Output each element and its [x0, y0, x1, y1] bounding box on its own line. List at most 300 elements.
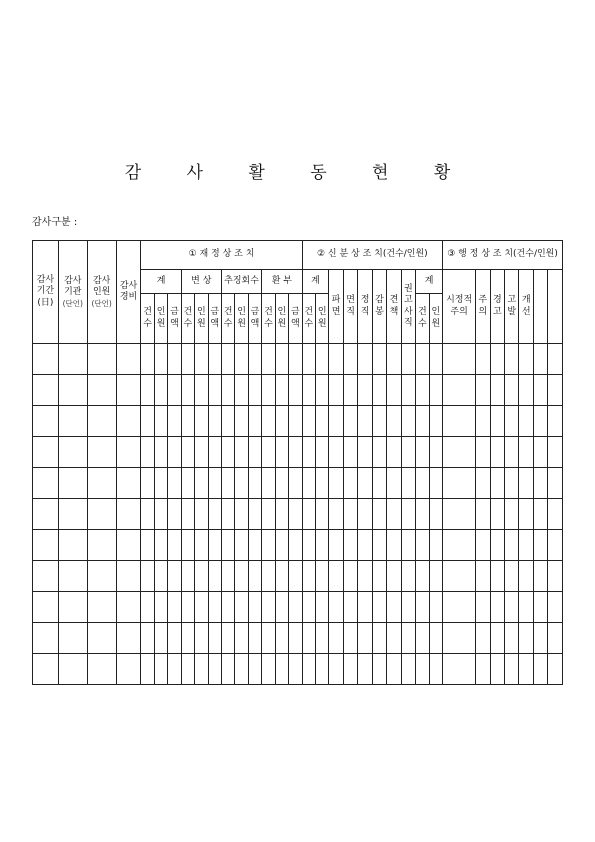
table-cell[interactable]: [168, 623, 181, 654]
table-cell[interactable]: [358, 437, 372, 468]
table-cell[interactable]: [416, 437, 429, 468]
table-cell[interactable]: [58, 344, 87, 375]
table-cell[interactable]: [262, 406, 275, 437]
table-cell[interactable]: [429, 344, 443, 375]
table-cell[interactable]: [141, 437, 154, 468]
table-cell[interactable]: [302, 499, 315, 530]
table-cell[interactable]: [329, 468, 343, 499]
table-cell[interactable]: [548, 437, 563, 468]
table-cell[interactable]: [221, 437, 234, 468]
table-cell[interactable]: [195, 592, 208, 623]
table-cell[interactable]: [519, 468, 533, 499]
table-cell[interactable]: [548, 623, 563, 654]
table-cell[interactable]: [490, 375, 504, 406]
table-cell[interactable]: [141, 375, 154, 406]
table-cell[interactable]: [181, 623, 194, 654]
table-cell[interactable]: [533, 530, 547, 561]
table-cell[interactable]: [429, 530, 443, 561]
table-cell[interactable]: [315, 344, 328, 375]
table-cell[interactable]: [116, 468, 141, 499]
table-cell[interactable]: [289, 654, 303, 685]
table-cell[interactable]: [154, 654, 167, 685]
table-cell[interactable]: [275, 344, 288, 375]
table-cell[interactable]: [195, 344, 208, 375]
table-cell[interactable]: [302, 375, 315, 406]
table-cell[interactable]: [416, 530, 429, 561]
table-cell[interactable]: [248, 530, 261, 561]
table-cell[interactable]: [429, 375, 443, 406]
table-cell[interactable]: [275, 530, 288, 561]
table-cell[interactable]: [208, 530, 221, 561]
table-cell[interactable]: [275, 406, 288, 437]
table-cell[interactable]: [195, 623, 208, 654]
table-cell[interactable]: [302, 530, 315, 561]
table-cell[interactable]: [519, 344, 533, 375]
table-cell[interactable]: [289, 623, 303, 654]
table-cell[interactable]: [262, 530, 275, 561]
table-cell[interactable]: [490, 499, 504, 530]
table-cell[interactable]: [262, 654, 275, 685]
table-cell[interactable]: [141, 499, 154, 530]
table-cell[interactable]: [329, 592, 343, 623]
table-cell[interactable]: [33, 654, 59, 685]
table-cell[interactable]: [343, 592, 357, 623]
table-cell[interactable]: [289, 561, 303, 592]
table-cell[interactable]: [116, 375, 141, 406]
table-cell[interactable]: [235, 654, 248, 685]
table-cell[interactable]: [519, 561, 533, 592]
table-cell[interactable]: [372, 375, 386, 406]
table-cell[interactable]: [275, 592, 288, 623]
table-cell[interactable]: [235, 344, 248, 375]
table-cell[interactable]: [195, 499, 208, 530]
table-cell[interactable]: [275, 437, 288, 468]
table-cell[interactable]: [235, 406, 248, 437]
table-cell[interactable]: [154, 561, 167, 592]
table-cell[interactable]: [181, 592, 194, 623]
table-cell[interactable]: [505, 561, 519, 592]
table-cell[interactable]: [248, 344, 261, 375]
table-cell[interactable]: [116, 561, 141, 592]
table-cell[interactable]: [519, 592, 533, 623]
table-cell[interactable]: [476, 499, 490, 530]
table-cell[interactable]: [289, 592, 303, 623]
table-cell[interactable]: [315, 406, 328, 437]
table-cell[interactable]: [443, 561, 476, 592]
table-cell[interactable]: [87, 437, 116, 468]
table-cell[interactable]: [168, 530, 181, 561]
table-cell[interactable]: [315, 437, 328, 468]
table-cell[interactable]: [343, 499, 357, 530]
table-cell[interactable]: [315, 375, 328, 406]
table-cell[interactable]: [208, 592, 221, 623]
table-cell[interactable]: [33, 406, 59, 437]
table-cell[interactable]: [181, 375, 194, 406]
table-cell[interactable]: [208, 437, 221, 468]
table-cell[interactable]: [387, 654, 401, 685]
table-cell[interactable]: [58, 468, 87, 499]
table-cell[interactable]: [505, 437, 519, 468]
table-cell[interactable]: [519, 530, 533, 561]
table-cell[interactable]: [443, 406, 476, 437]
table-cell[interactable]: [208, 344, 221, 375]
table-cell[interactable]: [302, 592, 315, 623]
table-cell[interactable]: [33, 375, 59, 406]
table-cell[interactable]: [248, 499, 261, 530]
table-cell[interactable]: [289, 499, 303, 530]
table-cell[interactable]: [443, 468, 476, 499]
table-cell[interactable]: [248, 623, 261, 654]
table-cell[interactable]: [248, 592, 261, 623]
table-cell[interactable]: [401, 468, 415, 499]
table-cell[interactable]: [33, 499, 59, 530]
table-cell[interactable]: [372, 530, 386, 561]
table-cell[interactable]: [533, 468, 547, 499]
table-cell[interactable]: [154, 623, 167, 654]
table-cell[interactable]: [401, 623, 415, 654]
table-cell[interactable]: [372, 623, 386, 654]
table-cell[interactable]: [387, 623, 401, 654]
table-cell[interactable]: [329, 561, 343, 592]
table-cell[interactable]: [262, 437, 275, 468]
table-cell[interactable]: [329, 530, 343, 561]
table-cell[interactable]: [343, 344, 357, 375]
table-cell[interactable]: [275, 375, 288, 406]
table-cell[interactable]: [519, 499, 533, 530]
table-cell[interactable]: [221, 592, 234, 623]
table-cell[interactable]: [476, 344, 490, 375]
table-cell[interactable]: [358, 654, 372, 685]
table-cell[interactable]: [58, 654, 87, 685]
table-cell[interactable]: [262, 375, 275, 406]
table-cell[interactable]: [275, 654, 288, 685]
table-cell[interactable]: [358, 406, 372, 437]
table-cell[interactable]: [505, 530, 519, 561]
table-cell[interactable]: [401, 499, 415, 530]
table-cell[interactable]: [235, 561, 248, 592]
table-cell[interactable]: [387, 468, 401, 499]
table-cell[interactable]: [519, 406, 533, 437]
table-cell[interactable]: [275, 468, 288, 499]
table-cell[interactable]: [429, 499, 443, 530]
table-cell[interactable]: [181, 561, 194, 592]
table-cell[interactable]: [168, 406, 181, 437]
table-cell[interactable]: [208, 468, 221, 499]
table-cell[interactable]: [181, 468, 194, 499]
table-cell[interactable]: [33, 344, 59, 375]
table-cell[interactable]: [315, 499, 328, 530]
table-cell[interactable]: [221, 375, 234, 406]
table-cell[interactable]: [505, 375, 519, 406]
table-cell[interactable]: [476, 375, 490, 406]
table-cell[interactable]: [387, 499, 401, 530]
table-cell[interactable]: [33, 623, 59, 654]
table-cell[interactable]: [168, 561, 181, 592]
table-cell[interactable]: [505, 592, 519, 623]
table-cell[interactable]: [116, 530, 141, 561]
table-cell[interactable]: [275, 561, 288, 592]
table-cell[interactable]: [476, 437, 490, 468]
table-cell[interactable]: [195, 468, 208, 499]
table-cell[interactable]: [372, 499, 386, 530]
table-cell[interactable]: [548, 561, 563, 592]
table-cell[interactable]: [289, 375, 303, 406]
table-cell[interactable]: [33, 592, 59, 623]
table-cell[interactable]: [401, 375, 415, 406]
table-cell[interactable]: [302, 561, 315, 592]
table-cell[interactable]: [141, 654, 154, 685]
table-cell[interactable]: [262, 623, 275, 654]
table-cell[interactable]: [87, 623, 116, 654]
table-cell[interactable]: [235, 623, 248, 654]
table-cell[interactable]: [275, 623, 288, 654]
table-cell[interactable]: [208, 623, 221, 654]
table-cell[interactable]: [289, 530, 303, 561]
table-cell[interactable]: [141, 530, 154, 561]
table-cell[interactable]: [533, 592, 547, 623]
table-cell[interactable]: [443, 654, 476, 685]
table-cell[interactable]: [401, 406, 415, 437]
table-cell[interactable]: [429, 561, 443, 592]
table-cell[interactable]: [235, 530, 248, 561]
table-cell[interactable]: [429, 592, 443, 623]
table-cell[interactable]: [195, 437, 208, 468]
table-cell[interactable]: [387, 530, 401, 561]
table-cell[interactable]: [401, 592, 415, 623]
table-cell[interactable]: [343, 406, 357, 437]
table-cell[interactable]: [208, 499, 221, 530]
table-cell[interactable]: [533, 623, 547, 654]
table-cell[interactable]: [58, 437, 87, 468]
table-cell[interactable]: [548, 654, 563, 685]
table-cell[interactable]: [490, 437, 504, 468]
table-cell[interactable]: [329, 406, 343, 437]
table-cell[interactable]: [343, 375, 357, 406]
table-cell[interactable]: [533, 375, 547, 406]
table-cell[interactable]: [302, 654, 315, 685]
table-cell[interactable]: [548, 592, 563, 623]
table-cell[interactable]: [443, 623, 476, 654]
table-cell[interactable]: [548, 406, 563, 437]
table-cell[interactable]: [302, 406, 315, 437]
table-cell[interactable]: [87, 530, 116, 561]
table-cell[interactable]: [490, 623, 504, 654]
table-cell[interactable]: [168, 375, 181, 406]
table-cell[interactable]: [195, 406, 208, 437]
table-cell[interactable]: [58, 592, 87, 623]
table-cell[interactable]: [168, 654, 181, 685]
table-cell[interactable]: [533, 344, 547, 375]
table-cell[interactable]: [358, 592, 372, 623]
table-cell[interactable]: [168, 592, 181, 623]
table-cell[interactable]: [181, 406, 194, 437]
table-cell[interactable]: [141, 344, 154, 375]
table-cell[interactable]: [58, 623, 87, 654]
table-cell[interactable]: [358, 344, 372, 375]
table-cell[interactable]: [87, 654, 116, 685]
table-cell[interactable]: [208, 654, 221, 685]
table-cell[interactable]: [329, 375, 343, 406]
table-cell[interactable]: [372, 654, 386, 685]
table-cell[interactable]: [490, 530, 504, 561]
table-cell[interactable]: [343, 437, 357, 468]
table-cell[interactable]: [329, 623, 343, 654]
table-cell[interactable]: [33, 437, 59, 468]
table-cell[interactable]: [372, 406, 386, 437]
table-cell[interactable]: [235, 592, 248, 623]
table-cell[interactable]: [208, 406, 221, 437]
table-cell[interactable]: [315, 468, 328, 499]
table-cell[interactable]: [443, 344, 476, 375]
table-cell[interactable]: [33, 561, 59, 592]
table-cell[interactable]: [548, 468, 563, 499]
table-cell[interactable]: [208, 375, 221, 406]
table-cell[interactable]: [490, 592, 504, 623]
table-cell[interactable]: [154, 530, 167, 561]
table-cell[interactable]: [87, 499, 116, 530]
table-cell[interactable]: [329, 654, 343, 685]
table-cell[interactable]: [343, 561, 357, 592]
table-cell[interactable]: [33, 468, 59, 499]
table-cell[interactable]: [58, 406, 87, 437]
table-cell[interactable]: [87, 592, 116, 623]
table-cell[interactable]: [154, 344, 167, 375]
table-cell[interactable]: [343, 654, 357, 685]
table-cell[interactable]: [154, 437, 167, 468]
table-cell[interactable]: [315, 530, 328, 561]
table-cell[interactable]: [490, 344, 504, 375]
table-cell[interactable]: [329, 344, 343, 375]
table-cell[interactable]: [302, 344, 315, 375]
table-cell[interactable]: [519, 623, 533, 654]
table-cell[interactable]: [505, 406, 519, 437]
table-cell[interactable]: [315, 592, 328, 623]
table-cell[interactable]: [401, 561, 415, 592]
table-cell[interactable]: [358, 468, 372, 499]
table-cell[interactable]: [443, 499, 476, 530]
table-cell[interactable]: [141, 592, 154, 623]
table-cell[interactable]: [358, 499, 372, 530]
table-cell[interactable]: [87, 561, 116, 592]
table-cell[interactable]: [372, 468, 386, 499]
table-cell[interactable]: [248, 561, 261, 592]
table-cell[interactable]: [401, 530, 415, 561]
table-cell[interactable]: [289, 344, 303, 375]
table-cell[interactable]: [343, 468, 357, 499]
table-cell[interactable]: [358, 623, 372, 654]
table-cell[interactable]: [505, 468, 519, 499]
table-cell[interactable]: [141, 561, 154, 592]
table-cell[interactable]: [289, 437, 303, 468]
table-cell[interactable]: [87, 406, 116, 437]
table-cell[interactable]: [248, 468, 261, 499]
table-cell[interactable]: [401, 437, 415, 468]
table-cell[interactable]: [490, 561, 504, 592]
table-cell[interactable]: [401, 344, 415, 375]
table-cell[interactable]: [372, 344, 386, 375]
table-cell[interactable]: [248, 406, 261, 437]
table-cell[interactable]: [533, 499, 547, 530]
table-cell[interactable]: [505, 499, 519, 530]
table-cell[interactable]: [248, 437, 261, 468]
table-cell[interactable]: [87, 344, 116, 375]
table-cell[interactable]: [195, 375, 208, 406]
table-cell[interactable]: [387, 592, 401, 623]
table-cell[interactable]: [533, 654, 547, 685]
table-cell[interactable]: [416, 406, 429, 437]
table-cell[interactable]: [372, 592, 386, 623]
table-cell[interactable]: [181, 344, 194, 375]
table-cell[interactable]: [548, 344, 563, 375]
table-cell[interactable]: [387, 437, 401, 468]
table-cell[interactable]: [289, 468, 303, 499]
table-cell[interactable]: [141, 623, 154, 654]
table-cell[interactable]: [58, 561, 87, 592]
table-cell[interactable]: [87, 468, 116, 499]
table-cell[interactable]: [116, 623, 141, 654]
table-cell[interactable]: [505, 623, 519, 654]
table-cell[interactable]: [116, 499, 141, 530]
table-cell[interactable]: [275, 499, 288, 530]
table-cell[interactable]: [58, 375, 87, 406]
table-cell[interactable]: [505, 654, 519, 685]
table-cell[interactable]: [519, 437, 533, 468]
table-cell[interactable]: [208, 561, 221, 592]
table-cell[interactable]: [141, 468, 154, 499]
table-cell[interactable]: [533, 561, 547, 592]
table-cell[interactable]: [154, 592, 167, 623]
table-cell[interactable]: [195, 530, 208, 561]
table-cell[interactable]: [168, 344, 181, 375]
table-cell[interactable]: [221, 623, 234, 654]
table-cell[interactable]: [519, 654, 533, 685]
table-cell[interactable]: [168, 499, 181, 530]
table-cell[interactable]: [443, 592, 476, 623]
table-cell[interactable]: [490, 406, 504, 437]
table-cell[interactable]: [533, 406, 547, 437]
table-cell[interactable]: [548, 375, 563, 406]
table-cell[interactable]: [221, 406, 234, 437]
table-cell[interactable]: [315, 561, 328, 592]
table-cell[interactable]: [505, 344, 519, 375]
table-cell[interactable]: [262, 499, 275, 530]
table-cell[interactable]: [416, 375, 429, 406]
table-cell[interactable]: [476, 623, 490, 654]
table-cell[interactable]: [58, 530, 87, 561]
table-cell[interactable]: [476, 530, 490, 561]
table-cell[interactable]: [116, 592, 141, 623]
table-cell[interactable]: [315, 623, 328, 654]
table-cell[interactable]: [358, 530, 372, 561]
table-cell[interactable]: [476, 468, 490, 499]
table-cell[interactable]: [195, 654, 208, 685]
table-cell[interactable]: [476, 406, 490, 437]
table-cell[interactable]: [372, 437, 386, 468]
table-cell[interactable]: [262, 592, 275, 623]
table-cell[interactable]: [235, 468, 248, 499]
table-cell[interactable]: [387, 561, 401, 592]
table-cell[interactable]: [221, 654, 234, 685]
table-cell[interactable]: [315, 654, 328, 685]
table-cell[interactable]: [343, 623, 357, 654]
table-cell[interactable]: [429, 623, 443, 654]
table-cell[interactable]: [519, 375, 533, 406]
table-cell[interactable]: [302, 623, 315, 654]
table-cell[interactable]: [443, 375, 476, 406]
table-cell[interactable]: [416, 623, 429, 654]
table-cell[interactable]: [262, 561, 275, 592]
table-cell[interactable]: [429, 654, 443, 685]
